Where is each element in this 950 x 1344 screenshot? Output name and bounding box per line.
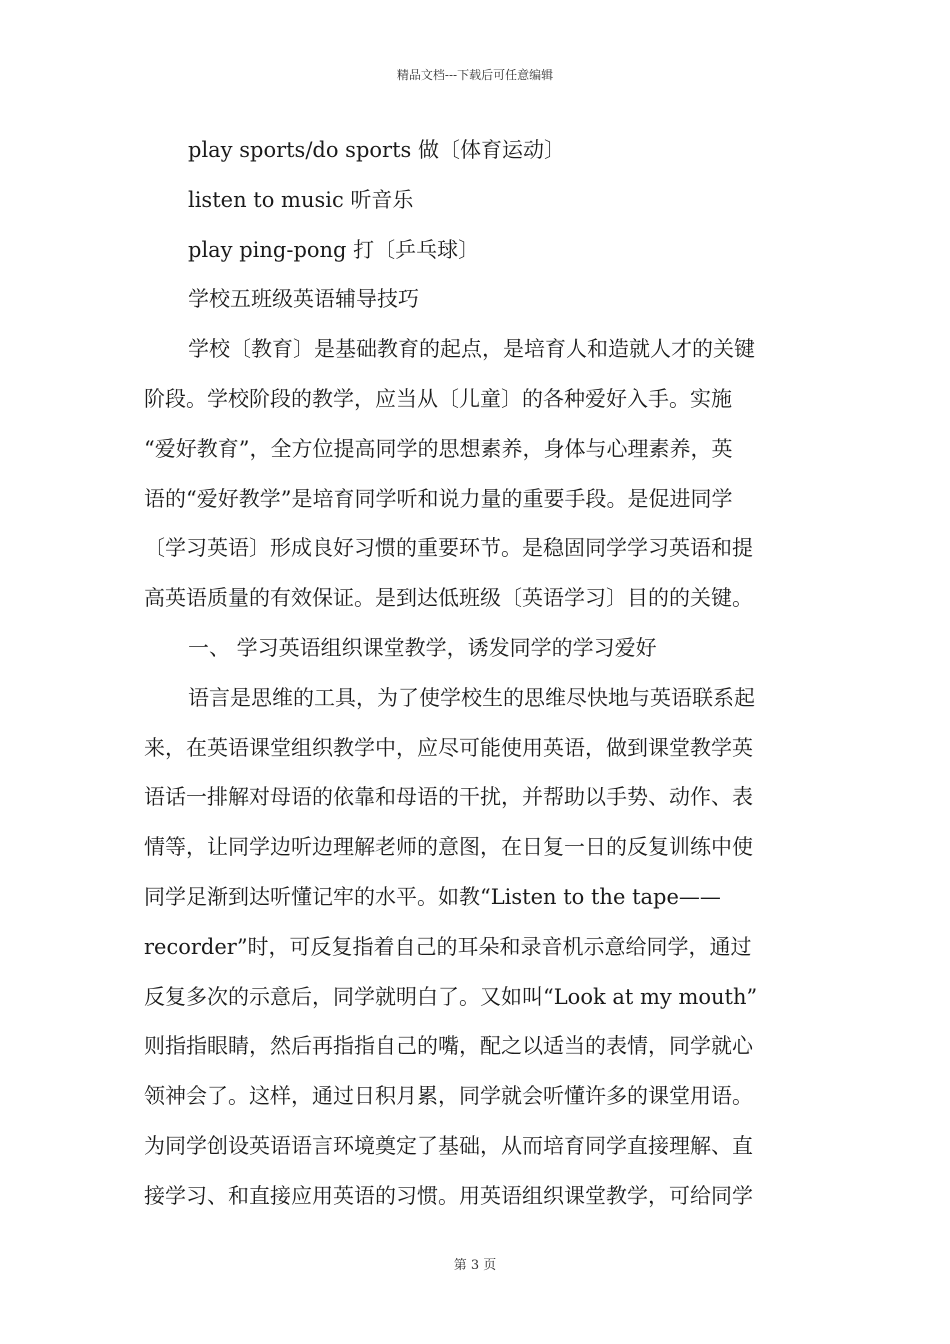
paragraph-line: “爱好教育”，全方位提高同学的思想素养，身体与心理素养，英 — [144, 436, 733, 461]
vocab-line: listen to music 听音乐 — [188, 187, 414, 212]
paragraph-line: 领神会了。这样，通过日积月累，同学就会听懂许多的课堂用语。 — [144, 1084, 753, 1109]
paragraph-line: 〔学习英语〕形成良好习惯的重要环节。是稳固同学学习英语和提 — [144, 536, 753, 561]
paragraph-line: 则指指眼睛，然后再指指自己的嘴，配之以适当的表情，同学就心 — [144, 1034, 753, 1059]
paragraph-line: recorder”时，可反复指着自己的耳朵和录音机示意给同学，通过 — [144, 934, 752, 959]
paragraph-line: 反复多次的示意后，同学就明白了。又如叫“Look at my mouth” — [144, 984, 758, 1009]
body-text — [144, 126, 808, 1222]
paragraph-line: 情等，让同学边听边理解老师的意图，在日复一日的反复训练中使 — [144, 835, 753, 860]
paragraph-line: 接学习、和直接应用英语的习惯。用英语组织课堂教学，可给同学 — [144, 1183, 753, 1208]
paragraph-line: 高英语质量的有效保证。是到达低班级〔英语学习〕目的的关键。 — [144, 586, 753, 611]
paragraph-line: 语言是思维的工具，为了使学校生的思维尽快地与英语联系起 — [188, 685, 755, 710]
paragraph-line: 同学足渐到达听懂记牢的水平。如教“Listen to the tape—— — [144, 884, 721, 909]
heading-line: 一、 学习英语组织课堂教学，诱发同学的学习爱好 — [188, 635, 657, 660]
page-number: 第 3 页 — [453, 1258, 497, 1273]
paragraph-line: 语的“爱好教学”是培育同学听和说力量的重要手段。是促进同学 — [144, 486, 733, 511]
paragraph-line: 为同学创设英语语言环境奠定了基础，从而培育同学直接理解、直 — [144, 1133, 753, 1158]
vocab-line: play sports/do sports 做〔体育运动〕 — [188, 138, 565, 162]
paragraph-line: 学校〔教育〕是基础教育的起点，是培育人和造就人才的关键 — [188, 337, 755, 362]
page-header: 精品文档---下载后可任意编辑 — [396, 68, 554, 82]
vocab-line: play ping-pong 打〔乒乓球〕 — [188, 237, 480, 262]
paragraph-line: 来，在英语课堂组织教学中，应尽可能使用英语，做到课堂教学英 — [144, 735, 753, 760]
paragraph-line: 阶段。学校阶段的教学，应当从〔儿童〕的各种爱好入手。实施 — [144, 386, 732, 411]
section-title: 学校五班级英语辅导技巧 — [188, 287, 419, 312]
paragraph-line: 语话一排解对母语的依靠和母语的干扰，并帮助以手势、动作、表 — [144, 785, 753, 810]
